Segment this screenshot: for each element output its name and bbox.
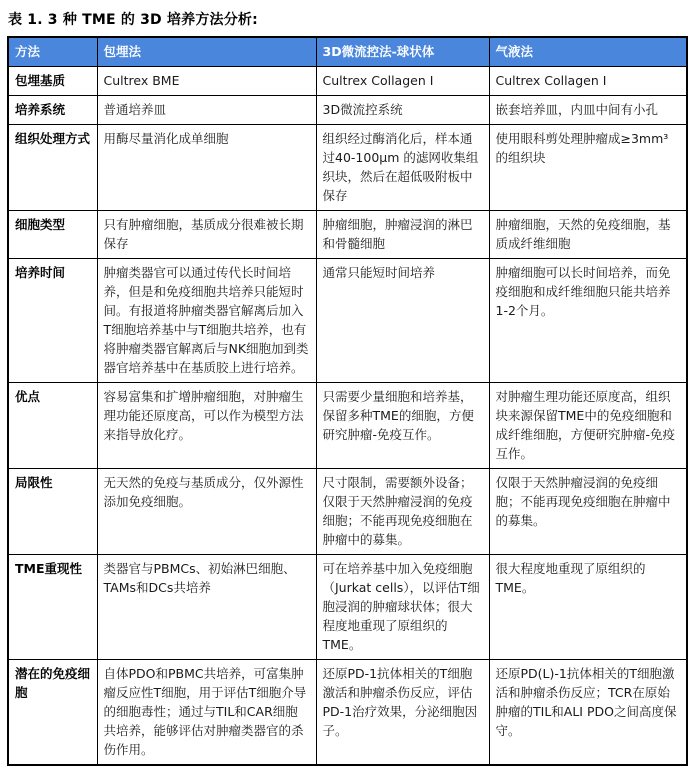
table-cell: Cultrex Collagen I (316, 66, 489, 95)
table-cell: 无天然的免疫与基质成分，仅外源性添加免疫细胞。 (97, 468, 316, 554)
row-label: 局限性 (8, 468, 97, 554)
table-row (8, 659, 687, 765)
column-header: 包埋法 (97, 37, 316, 66)
table-row (8, 95, 687, 124)
table-cell: 通常只能短时间培养 (316, 258, 489, 382)
row-label: 组织处理方式 (8, 124, 97, 210)
row-label: 细胞类型 (8, 210, 97, 258)
table-cell: 肿瘤细胞，肿瘤浸润的淋巴和骨髓细胞 (316, 210, 489, 258)
row-label: TME重现性 (8, 554, 97, 659)
header-row (8, 37, 687, 66)
table-row (8, 382, 687, 468)
table-cell: Cultrex BME (97, 66, 316, 95)
table-cell: 很大程度地重现了原组织的TME。 (489, 554, 687, 659)
table-row (8, 210, 687, 258)
table-row (8, 66, 687, 95)
row-label: 优点 (8, 382, 97, 468)
table-cell: 只有肿瘤细胞，基质成分很难被长期保存 (97, 210, 316, 258)
table-cell: 类器官与PBMCs、初始淋巴细胞、TAMs和DCs共培养 (97, 554, 316, 659)
table-cell: 仅限于天然肿瘤浸润的免疫细胞；不能再现免疫细胞在肿瘤中的募集。 (489, 468, 687, 554)
table-cell: 尺寸限制，需要额外设备；仅限于天然肿瘤浸润的免疫细胞；不能再现免疫细胞在肿瘤中的募集。 (316, 468, 489, 554)
table-cell: 还原PD(L)-1抗体相关的T细胞激活和肿瘤杀伤反应；TCR在原始肿瘤的TIL和ALI PDO之间高度保守。 (489, 659, 687, 765)
table-row (8, 258, 687, 382)
column-header: 3D微流控法-球状体 (316, 37, 489, 66)
table-cell: Cultrex Collagen I (489, 66, 687, 95)
table-cell: 对肿瘤生理功能还原度高，组织块来源保留TME中的免疫细胞和成纤维细胞，方便研究肿瘤-免疫互作。 (489, 382, 687, 468)
table-cell: 3D微流控系统 (316, 95, 489, 124)
table-cell: 肿瘤类器官可以通过传代长时间培养，但是和免疫细胞共培养只能短时间。有报道将肿瘤类器官解离后加入T细胞培养基中与T细胞共培养，也有将肿瘤类器官解离后与NK细胞加到类器官培养基中在基质胶上进行培养。 (97, 258, 316, 382)
table-cell: 只需要少量细胞和培养基，保留多种TME的细胞，方便研究肿瘤-免疫互作。 (316, 382, 489, 468)
row-label: 潜在的免疫细胞 (8, 659, 97, 765)
table-cell: 自体PDO和PBMC共培养，可富集肿瘤反应性T细胞，用于评估T细胞介导的细胞毒性；通过与TIL和CAR细胞共培养，能够评估对肿瘤类器官的杀伤作用。 (97, 659, 316, 765)
table-row (8, 554, 687, 659)
row-label: 包埋基质 (8, 66, 97, 95)
table-cell: 容易富集和扩增肿瘤细胞，对肿瘤生理功能还原度高，可以作为模型方法来指导放化疗。 (97, 382, 316, 468)
table-cell: 用酶尽量消化成单细胞 (97, 124, 316, 210)
table-row (8, 468, 687, 554)
table-cell: 肿瘤细胞，天然的免疫细胞，基质成纤维细胞 (489, 210, 687, 258)
table-cell: 嵌套培养皿，内皿中间有小孔 (489, 95, 687, 124)
table-cell: 普通培养皿 (97, 95, 316, 124)
table-title: 表 1. 3 种 TME 的 3D 培养方法分析: (8, 12, 258, 28)
table-cell: 使用眼科剪处理肿瘤成≥3mm³ 的组织块 (489, 124, 687, 210)
row-label: 培养时间 (8, 258, 97, 382)
table-row (8, 124, 687, 210)
table-cell: 可在培养基中加入免疫细胞（Jurkat cells），以评估T细胞浸润的肿瘤球状体；很大程度地重现了原组织的TME。 (316, 554, 489, 659)
table-cell: 组织经过酶消化后，样本通过40-100μm 的滤网收集组织块，然后在超低吸附板中保存 (316, 124, 489, 210)
table-body (8, 66, 687, 765)
table-cell: 肿瘤细胞可以长时间培养，而免疫细胞和成纤维细胞只能共培养1-2个月。 (489, 258, 687, 382)
row-label: 培养系统 (8, 95, 97, 124)
column-header: 方法 (8, 37, 97, 66)
tme-comparison-table (7, 36, 688, 766)
table-cell: 还原PD-1抗体相关的T细胞激活和肿瘤杀伤反应，评估PD-1治疗效果，分泌细胞因子。 (316, 659, 489, 765)
column-header: 气液法 (489, 37, 687, 66)
